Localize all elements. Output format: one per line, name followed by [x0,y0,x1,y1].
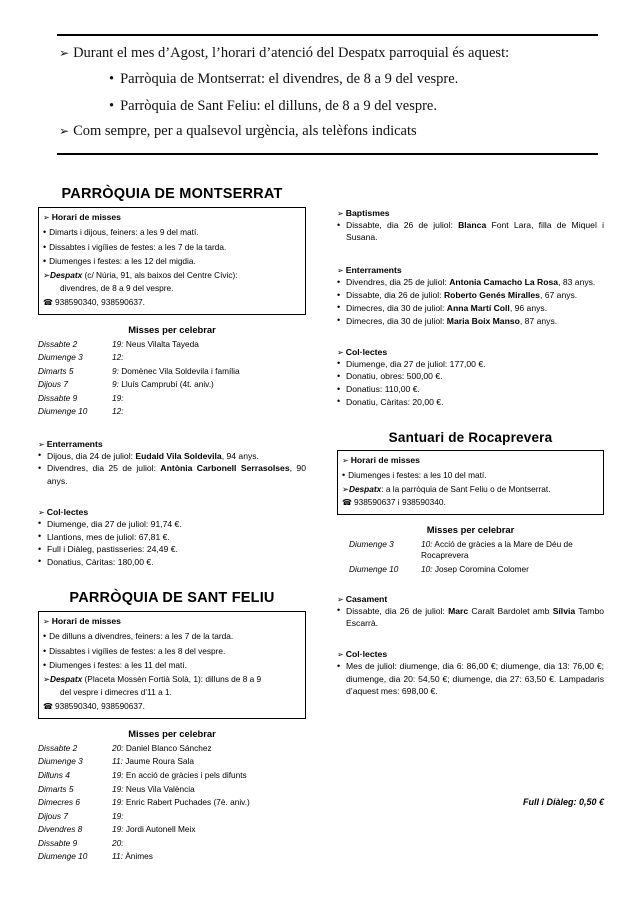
mass-hour: 11: [112,756,123,767]
arrow-icon: ➢ [43,213,49,222]
entry-suffix: , 83 anys. [558,277,596,288]
bullet-icon: • [43,631,47,642]
mass-info [112,823,306,837]
entry-suffix: , 87 anys. [519,315,558,326]
section-head [337,265,604,275]
mass-day: Diumenge 10 [349,563,399,574]
santfeliu-horari-item [43,629,300,644]
mass-hour: 19: [112,770,124,780]
arrow-icon: ➢ [337,266,343,276]
mass-hour: 11: [112,851,123,862]
arrow-icon: ➢ [342,456,348,466]
list-item [38,462,306,486]
mass-intention: Jaume Roura Sala [125,756,194,767]
santfeliu-masses-table [38,742,306,864]
mass-hour: 19: [112,338,124,349]
entry-name: Eudald Vila Soldevila [135,450,222,461]
bullet-icon: • [43,660,47,671]
rocaprevera-horari-head [342,454,598,468]
arrow-icon: ➢ [38,507,44,517]
santfeliu-horari-item-text: De dilluns a divendres, feiners: a les 7 de la tarda. [49,631,234,642]
notice-line-2 [57,120,598,144]
mass-day: Diumenge 3 [38,756,83,767]
mass-day: Dijous 7 [38,810,68,821]
table-row [38,378,306,392]
bullet-icon: • [109,71,115,87]
mass-hour: 20: [112,742,124,753]
entry-suffix: , 90 anys. [47,463,306,486]
notice-sub-2 [57,93,598,120]
collectes-label: Col·lectes [46,506,89,517]
mass-info [112,782,306,796]
mass-info [112,378,306,392]
mass-info [112,338,306,352]
montserrat-horari-head [43,211,300,225]
telephone-icon: ☎ [342,498,352,507]
despatx-label: Despatx [49,673,83,684]
entry-prefix: Dissabte, dia 26 de juliol: [346,605,449,616]
arrow-icon: ➢ [38,439,44,449]
arrow-icon: ➢ [337,594,343,604]
rocaprevera-casament-list [337,605,604,629]
mass-intention: Neus Vila València [125,783,195,794]
rocaprevera-horari-item-text: Diumenges i festes: a les 10 del matí. [348,469,487,480]
santfeliu-horari-item [43,644,300,659]
santfeliu-despatx [43,673,300,700]
entry-name: Roberto Genés Miralles [443,290,540,301]
montserrat-masses-title: Misses per celebrar [128,323,216,335]
list-item [337,302,604,314]
montserrat-despatx [43,269,300,296]
list-item: • Diumenge, dia 27 de juliol: 91,74 €. [38,518,306,530]
section-head [337,649,604,659]
mass-day: Dissabte 9 [38,837,78,848]
mass-day: Dijous 7 [38,379,68,390]
mass-day: Diumenge 10 [38,851,88,862]
mass-day: Dimecres 6 [38,797,80,808]
list-item: • Donatiu, Càritas: 20,00 €. [337,396,604,408]
montserrat-phones-text: 938590340, 938590637. [54,296,145,307]
mass-intention: Ànimes [125,851,153,862]
santfeliu-phones [43,700,300,714]
mass-hour: 12: [112,352,124,363]
mass-hour: 19: [112,810,124,821]
mass-hour: 9: [112,365,119,376]
rocaprevera-phones-text: 938590637 i 938590340. [353,497,446,507]
mass-info [112,742,306,756]
entry-prefix: Divendres, dia 25 de juliol: [346,277,450,288]
arrow-icon: ➢ [43,673,50,684]
mass-day: Dilluns 4 [38,770,70,780]
section-head [337,594,604,604]
mass-info [112,769,306,783]
table-row [38,850,306,864]
rocaprevera-despatx-text: : a la parròquia de Sant Feliu o de Montserrat. [381,483,551,494]
montserrat-despatx-text: (c/ Núria, 91, als baixos del Centre Cívic): [82,269,238,280]
santfeliu-schedule-box [38,611,306,719]
santfeliu-collectes-list [337,358,604,408]
montserrat-horari-item [43,254,300,269]
mass-day: Diumenge 3 [38,352,83,363]
mass-day: Dissabte 9 [38,392,78,403]
mass-intention: Domènec Vila Soldevila i família [121,365,240,376]
mass-day: Dimarts 5 [38,783,74,794]
mass-info [421,538,604,562]
entry-prefix: Dissabte, dia 26 de juliol: [346,290,444,301]
mass-day: Dissabte 2 [38,338,78,349]
entry-name: Antonia Camacho La Rosa [449,277,559,288]
mass-hour: 10: [421,539,433,550]
rocaprevera-casament-section [337,594,604,629]
list-item [337,605,604,629]
mass-intention: Lluís Camprubí (4t. aniv.) [121,379,214,390]
enterraments-label: Enterraments [46,438,103,449]
table-row [337,538,604,562]
notice-sub-1-text: Parròquia de Montserrat: el divendres, de 8 a 9 del vespre. [120,71,459,87]
entry-name: Antònia Carbonell Serrasolses [160,463,290,474]
bullet-icon: • [109,98,115,114]
list-item: • Donatius, Càritas: 180,00 €. [38,556,306,568]
table-row [38,405,306,419]
montserrat-horari-item [43,240,300,255]
santfeliu-baptismes-section [337,208,604,243]
entry-name-2: Sílvia [552,605,576,616]
montserrat-enterraments-section [38,439,306,487]
mass-day: Divendres 8 [38,824,83,835]
santfeliu-enterraments-section [337,265,604,326]
horari-label: Horari de misses [350,455,420,466]
table-row [38,338,306,352]
mass-intention: Josep Coromina Colomer [434,563,529,574]
arrow-icon: ➢ [342,483,349,494]
right-column [337,208,604,697]
mass-intention: Jordi Autonell Meix [125,824,196,835]
montserrat-schedule-box [38,207,306,315]
bullet-icon: • [43,256,47,267]
list-item [337,289,604,301]
mass-intention: Acció de gràcies a la Mare de Déu de Rocaprevera [421,539,573,561]
arrow-icon: ➢ [43,617,49,627]
entry-prefix: Dijous, dia 24 de juliol: [47,450,136,461]
table-row [38,809,306,823]
entry-suffix: , 94 anys. [221,450,259,461]
mass-info [112,836,306,850]
rocaprevera-horari-item [342,468,598,483]
mass-hour: 19: [112,824,124,835]
santfeliu-baptismes-list [337,219,604,243]
notice-sub-2-text: Parròquia de Sant Feliu: el dilluns, de 8 a 9 del vespre. [120,98,437,114]
notice-line-1 [57,42,598,66]
mass-hour: 19: [112,783,124,794]
table-row [38,742,306,756]
notice-body [57,36,598,148]
collectes-label: Col·lectes [345,346,388,357]
section-head [337,347,604,357]
mass-hour: 20: [112,837,124,848]
notice-line-1-text: Durant el mes d’Agost, l’horari d’atenció del Despatx parroquial és aquest: [73,45,510,61]
santfeliu-masses-title: Misses per celebrar [128,727,216,739]
notice-sub-1 [57,66,598,93]
montserrat-collectes-list [38,518,306,568]
mass-hour: 12: [112,406,124,417]
mass-hour: 9: [112,379,119,390]
horari-label: Horari de misses [51,616,121,627]
mass-info [112,392,306,406]
montserrat-title: PARRÒQUIA DE MONTSERRAT [61,186,283,202]
table-row [38,365,306,379]
mass-intention: Neus Vilalta Tayeda [125,338,199,349]
mass-info [112,365,306,379]
entry-name: Maria Boix Manso [446,315,520,326]
entry-name: Marc [448,605,469,616]
table-row [38,755,306,769]
left-column [38,186,306,863]
rocaprevera-masses-table [337,538,604,576]
montserrat-horari-item-text: Dimarts i dijous, feiners: a les 9 del matí. [49,226,199,237]
montserrat-masses-table [38,338,306,419]
rocaprevera-masses-title: Misses per celebrar [426,523,515,535]
table-row [38,796,306,810]
mass-info [112,405,306,419]
rocaprevera-collectes-section [337,649,604,697]
arrow-icon: ➢ [337,650,343,660]
entry-suffix: , 96 anys. [509,302,548,313]
telephone-icon: ☎ [43,701,53,711]
rocaprevera-phones [342,496,598,510]
rocaprevera-despatx [342,483,598,496]
mass-hour: 19: [112,392,124,403]
enterraments-label: Enterraments [345,265,402,276]
mass-info [112,755,306,769]
arrow-icon: ➢ [59,124,69,138]
casament-label: Casament [345,593,388,604]
entry-prefix: Dissabte, dia 26 de juliol: [346,220,459,230]
montserrat-collectes-section [38,507,306,568]
rocaprevera-collectes-list [337,660,604,697]
mass-hour: 10: [421,563,433,574]
list-item [337,276,604,288]
arrow-icon: ➢ [59,46,69,60]
table-row [38,782,306,796]
notice-line-2-text: Com sempre, per a qualsevol urgència, als telèfons indicats [73,123,417,139]
telephone-icon: ☎ [43,297,53,307]
santfeliu-despatx-text: (Placeta Mossèn Fortià Solà, 1): dilluns de 8 a 9 [82,673,262,684]
mass-day: Dimarts 5 [38,365,74,376]
entry-suffix: Font Lara, filla de Miquel i Susana. [346,220,604,243]
mass-info [421,562,604,576]
mass-intention: Enric Rabert Puchades (7è. aniv.) [125,797,250,808]
santfeliu-horari-item-text: Dissabtes i vigílies de festes: a les 8 del vespre. [49,645,226,656]
entry-name: Anna Martí Coll [446,302,510,313]
list-item: • Full i Diàleg, pastisseries: 24,49 €. [38,543,306,555]
bullet-icon: • [43,645,47,656]
table-row [38,769,306,783]
mass-day: Diumenge 3 [349,539,394,550]
footer-price: Full i Diàleg: 0,50 € [522,797,604,807]
section-head [38,507,306,517]
mass-info [112,809,306,823]
list-item: • Diumenge, dia 27 de juliol: 177,00 €. [337,358,604,370]
list-item [337,219,604,243]
list-item: • Donatiu, obres: 500,00 €. [337,370,604,382]
montserrat-horari-item-text: Diumenges i festes: a les 12 del migdia. [49,256,196,267]
bullet-icon: • [43,226,47,237]
mass-intention: Daniel Blanco Sánchez [125,742,212,753]
list-item: • Llantions, mes de juliol: 67,81 €. [38,531,306,543]
santfeliu-despatx-cont: del vespre i dimecres d’11 a 1. [60,687,172,698]
santfeliu-enterraments-list [337,276,604,326]
mass-hour: 19: [112,797,124,808]
mass-info [112,796,306,810]
montserrat-horari-item [43,225,300,240]
montserrat-enterraments-list [38,450,306,487]
entry-prefix: Divendres, dia 25 de juliol: [47,463,161,474]
table-row [337,562,604,576]
entry-suffix: Tambo Escarrà. [346,605,605,629]
table-row [38,823,306,837]
list-item [337,315,604,327]
bottom-rule [57,153,598,155]
baptismes-label: Baptismes [345,208,390,218]
santfeliu-horari-item-text: Diumenges i festes: a les 11 del matí. [49,660,187,671]
despatx-label: Despatx [49,269,83,280]
santfeliu-horari-item [43,658,300,673]
entry-suffix: , 67 anys. [539,290,578,301]
entry-mid: Caralt Bardolet amb [468,605,553,616]
mass-day: Dissabte 2 [38,742,78,753]
arrow-icon: ➢ [43,269,50,280]
table-row [38,392,306,406]
mass-day: Diumenge 10 [38,406,88,417]
montserrat-horari-item-text: Dissabtes i vigílies de festes: a les 7 de la tarda. [49,241,227,252]
bullet-icon: • [342,469,346,480]
mass-info [112,850,306,864]
despatx-label: Despatx [348,483,382,494]
table-row [38,836,306,850]
entry-name: Blanca [458,220,487,230]
montserrat-despatx-cont: divendres, de 8 a 9 del vespre. [60,283,174,294]
mass-intention: En acció de gràcies i pels difunts [125,770,247,780]
santfeliu-horari-head [43,615,300,629]
list-item: • Mes de juliol: diumenge, dia 6: 86,00 €; diumenge, dia 13: 76,00 €; diumenge, dia 20: 54,50 €; diumenge, dia 27: 63,50 €. Lampadaris d’aquest mes: 698,00 €. [337,660,604,697]
entry-prefix: Dimecres, dia 30 de juliol: [346,302,447,313]
santfeliu-title: PARRÒQUIA DE SANT FELIU [69,590,275,607]
top-notice [57,34,598,155]
list-item: • Donatius: 110,00 €. [337,383,604,395]
list-item [38,450,306,462]
section-head [38,439,306,449]
montserrat-phones [43,296,300,310]
collectes-label: Col·lectes [345,649,388,660]
section-head [337,208,604,218]
table-row [38,351,306,365]
entry-prefix: Dimecres, dia 30 de juliol: [346,315,447,326]
horari-label: Horari de misses [51,212,121,222]
santfeliu-collectes-section [337,347,604,408]
arrow-icon: ➢ [337,209,343,218]
bullet-icon: • [43,241,47,252]
santfeliu-phones-text: 938590340, 938590637. [54,700,145,711]
rocaprevera-schedule-box [337,450,604,515]
mass-info [112,351,306,365]
arrow-icon: ➢ [337,347,343,357]
rocaprevera-title: Santuari de Rocaprevera [388,430,553,446]
